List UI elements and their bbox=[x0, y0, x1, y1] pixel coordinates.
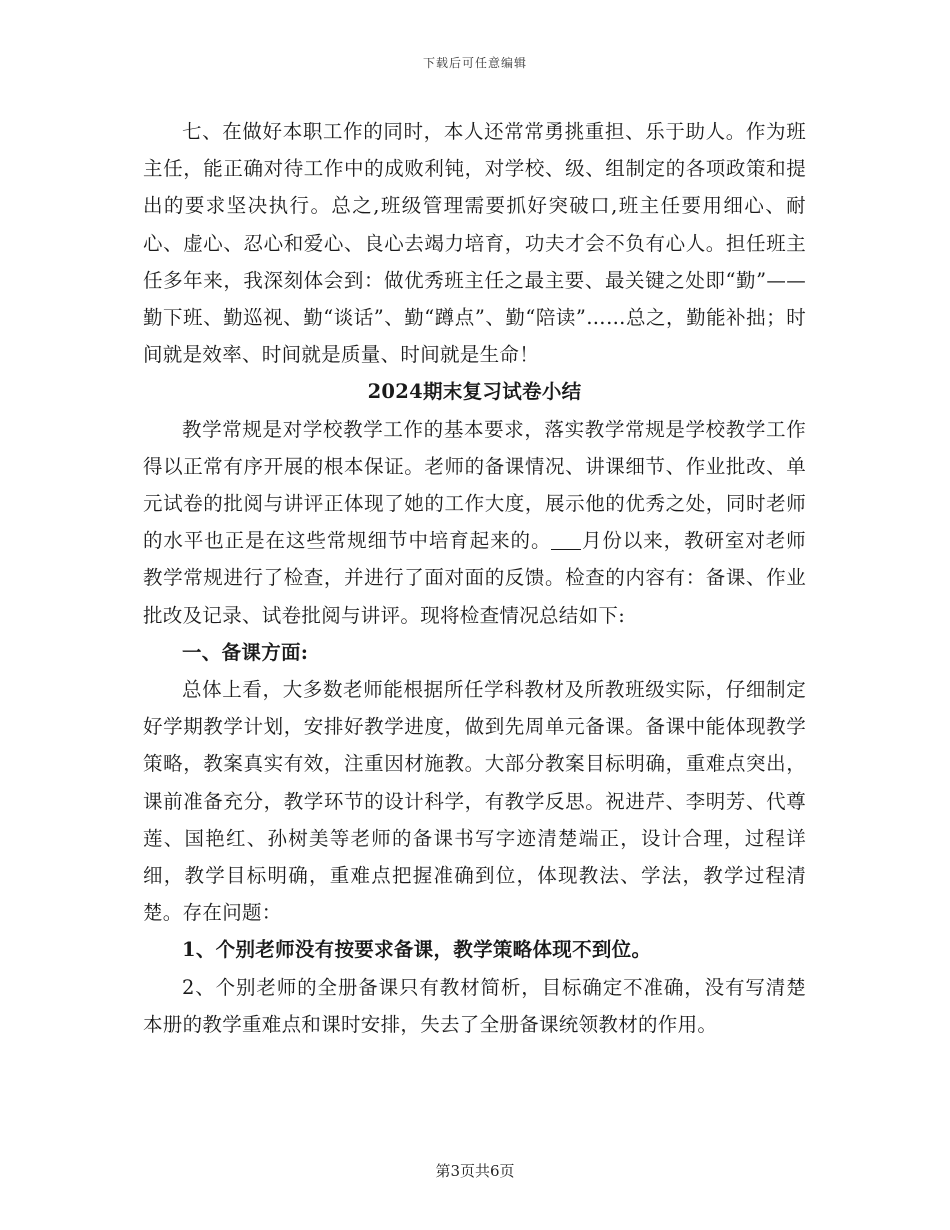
fill-in-blank bbox=[551, 530, 581, 551]
page-number: 第3页共6页 bbox=[435, 1162, 515, 1180]
intro-text-part1: 教学常规是对学校教学工作的基本要求，落实教学常规是学校教学工作得以正常有序开展的根本保证。老师的备课情况、讲课细节、作业批改、单元试卷的批阅与讲评正体现了她的工作大度，展示他的优秀之处，同时老师的水平也正是在这些常规细节中培育起来的。 bbox=[143, 417, 806, 553]
issue-item-2: 2、个别老师的全册备课只有教材简析，目标确定不准确，没有写清楚本册的教学重难点和课时安排，失去了全册备课统领教材的作用。 bbox=[143, 975, 806, 1036]
intro-text-part2: 月份以来，教研室对老师教学常规进行了检查，并进行了面对面的反馈。检查的内容有：备课、作业批改及记录、试卷批阅与讲评。现将检查情况总结如下: bbox=[143, 529, 806, 627]
heading-lesson-prep: 一、备课方面: bbox=[182, 640, 309, 664]
paragraph-intro bbox=[143, 411, 806, 634]
header-note: 下载后可任意编辑 bbox=[422, 56, 527, 70]
document-body bbox=[143, 113, 806, 1043]
section-title: 2024期末复习试卷小结 bbox=[367, 380, 582, 404]
paragraph-overall: 总体上看，大多数老师能根据所任学科教材及所教班级实际，仔细制定好学期教学计划，安排好教学进度，做到先周单元备课。备课中能体现教学策略，教案真实有效，注重因材施教。大部分教案目标明确，重难点突出，课前准备充分，教学环节的设计科学，有教学反思。祝进芹、李明芳、代尊莲、国艳红、孙树美等老师的备课书写字迹清楚端正，设计合理，过程详细，教学目标明确，重难点把握准确到位，体现教法、学法，教学过程清楚。存在问题： bbox=[143, 678, 806, 925]
paragraph-seven: 七、在做好本职工作的同时，本人还常常勇挑重担、乐于助人。作为班主任，能正确对待工作中的成败利钝，对学校、级、组制定的各项政策和提出的要求坚决执行。总之,班级管理需要抓好突破口,班主任要用细心、耐心、虚心、忍心和爱心、良心去竭力培育，功夫才会不负有心人。担任班主任多年来，我深刻体会到：做优秀班主任之最主要、最关键之处即“勤”——勤下班、勤巡视、勤“谈话”、勤“蹲点”、勤“陪读”……总之，勤能补拙；时间就是效率、时间就是质量、时间就是生命！ bbox=[143, 120, 806, 367]
issue-item-1: 1、个别老师没有按要求备课，教学策略体现不到位。 bbox=[182, 938, 652, 962]
